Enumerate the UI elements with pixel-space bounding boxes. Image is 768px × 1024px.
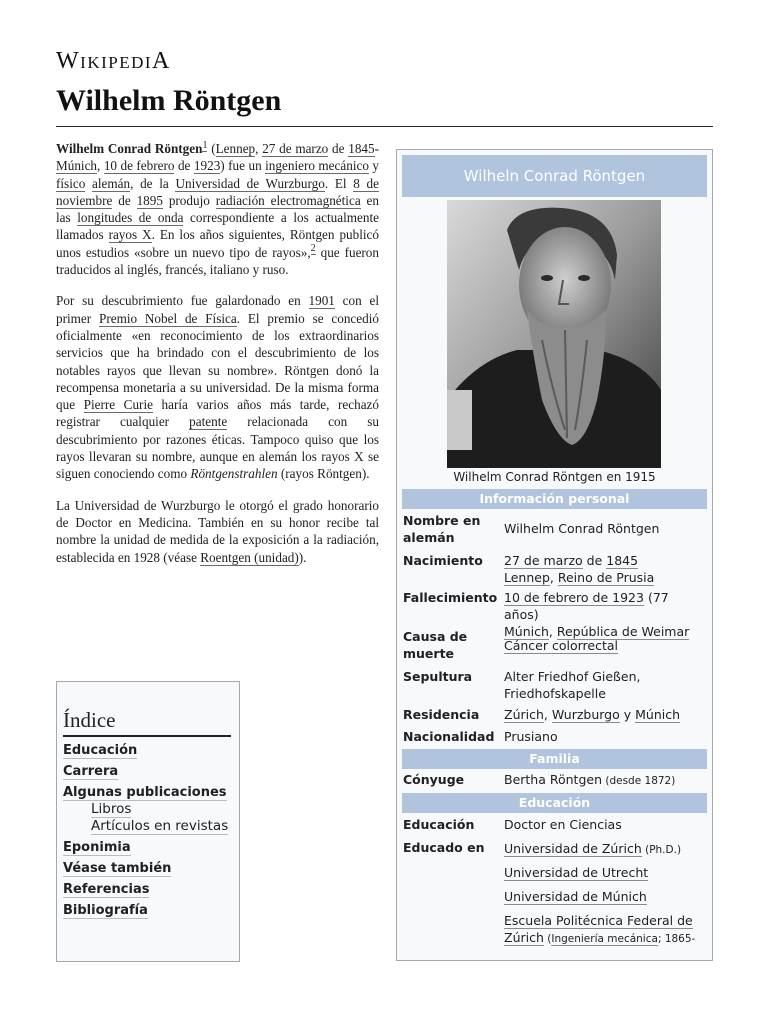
paragraph-intro (56, 140, 379, 278)
photo-caption: Wilhelm Conrad Röntgen en 1915 (453, 470, 656, 484)
link-utrecht[interactable]: Universidad de Utrecht (504, 865, 649, 880)
wikipedia-logo[interactable] (56, 48, 171, 75)
term-rontgenstrahlen: Röntgenstrahlen (190, 466, 278, 482)
toc-label: Referencias (63, 882, 150, 897)
section-personal: Información personal (402, 489, 707, 509)
value-sepultura: Alter Friedhof Gießen, Friedhofskapelle (504, 669, 641, 701)
link-fisico[interactable]: físico (56, 175, 86, 191)
reference-1[interactable]: 1 (202, 139, 208, 151)
link-8-noviembre[interactable]: 8 de noviembre (56, 175, 379, 208)
link-1923[interactable]: 1923 (193, 158, 221, 174)
toc-item-vease[interactable] (63, 861, 233, 876)
logo-letter-w: W (56, 48, 81, 74)
value-nombre: Wilhelm Conrad Röntgen (504, 521, 660, 536)
link-radiacion[interactable]: radiación electromagnética (215, 192, 361, 208)
toc-list (63, 743, 233, 918)
text: , (97, 158, 104, 174)
title-divider (56, 126, 713, 127)
label-nacionalidad: Nacionalidad (403, 729, 495, 744)
link-causa[interactable]: Cáncer colorrectal (504, 638, 619, 653)
toc-label: Algunas publicaciones (63, 785, 227, 800)
text: ( (207, 141, 216, 156)
text: ; 1865- (657, 933, 696, 945)
paragraph-nobel (56, 292, 379, 482)
label-conyuge: Cónyuge (403, 772, 465, 787)
value-fallecimiento (504, 589, 704, 640)
link-zurich[interactable]: Zúrich (504, 707, 544, 722)
text: (rayos Röntgen). (277, 466, 370, 482)
toc-item-eponimia[interactable] (63, 840, 233, 855)
link-universidad[interactable]: Universidad de Wurzburgo (175, 175, 325, 191)
link-fal-date[interactable]: 10 de febrero de 1923 (504, 590, 644, 605)
link-wurzburgo[interactable]: Wurzburgo (551, 707, 620, 722)
link-aleman[interactable]: alemán (92, 175, 131, 191)
text: , (255, 141, 263, 156)
link-munich[interactable]: Múnich (56, 158, 98, 174)
toc-item-libros[interactable] (63, 801, 233, 817)
link-ingenieria-mecanica[interactable]: Ingeniería mecánica (551, 933, 658, 945)
link-nac-year[interactable]: 1845 (606, 553, 639, 568)
logo-letter-a: A (152, 48, 171, 74)
text: (Ph.D.) (641, 844, 682, 856)
value-universidad-zurich (504, 840, 704, 859)
text: . En los años siguientes, Röntgen publicó unos estudios «sobre un nuevo tipo de rayos», (56, 227, 380, 260)
value-conyuge (504, 771, 704, 790)
text: produjo (162, 192, 216, 208)
text: Bertha Röntgen (504, 772, 603, 787)
text: relacionada con su descubrimiento por razones éticas. Tampoco quiso que los rayos llevaran su nombre, aunque en alemán los rayos X se siguen conociendo como (56, 414, 379, 482)
value-residencia (504, 706, 704, 723)
link-rayos-x[interactable]: rayos X (108, 227, 152, 243)
text: haría varios años más tarde, rechazó registrar cualquier (56, 397, 379, 430)
infobox-title: Wilheln Conrad Röntgen (402, 155, 707, 197)
label-sepultura: Sepultura (403, 669, 473, 684)
link-fal-country[interactable]: República de Weimar (556, 624, 690, 639)
text: , (549, 570, 558, 585)
text: correspondiente a los actualmente llamados (56, 210, 379, 243)
toc-heading: Índice (63, 708, 231, 737)
link-1895[interactable]: 1895 (136, 192, 163, 208)
toc-label: Carrera (63, 764, 119, 779)
text: de (174, 158, 194, 174)
label-fallecimiento: Fallecimiento (403, 590, 498, 605)
link-nac-date[interactable]: 27 de marzo (504, 553, 583, 568)
text: . El premio se concedió oficialmente «en reconocimiento de los extraordinarios servicios que ha brindado con el descubrimiento de los notables rayos que llevan su nombre». Röntgen donó la recompensa monetaria a su universidad. De la misma forma que (56, 310, 379, 413)
text: de (328, 141, 349, 156)
reference-2[interactable]: 2 (310, 243, 316, 255)
value-causa (504, 637, 704, 654)
value-universidad-utrecht (504, 864, 704, 881)
text: La Universidad de Wurzburgo le otorgó el grado honorario de Doctor en Medicina. También en su honor recibe tal nombre la unidad de medida de la exposición a la radiación, establecida en 1928 (véase (56, 497, 379, 565)
value-educacion: Doctor en Ciencias (504, 817, 622, 832)
link-nac-place[interactable]: Lennep (504, 570, 550, 585)
toc-label: Educación (63, 743, 138, 758)
text: - (374, 141, 379, 156)
link-deathdate[interactable]: 10 de febrero (103, 158, 175, 174)
value-nacimiento (504, 552, 704, 586)
link-munich-res[interactable]: Múnich (635, 707, 681, 722)
text: . El (324, 175, 354, 191)
portrait-photo[interactable] (447, 200, 661, 468)
link-patente[interactable]: patente (189, 414, 228, 430)
link-1901[interactable]: 1901 (308, 293, 335, 309)
label-causa: Causa de muerte (403, 629, 468, 661)
toc-label: Véase también (63, 861, 172, 876)
link-ingeniero[interactable]: ingeniero mecánico (265, 158, 369, 174)
value-nacionalidad: Prusiano (504, 729, 558, 744)
text: de (112, 192, 137, 208)
link-roentgen-unidad[interactable]: Roentgen (unidad) (200, 549, 299, 565)
infobox (396, 149, 713, 961)
text: ). (298, 549, 307, 565)
link-nobel[interactable]: Premio Nobel de Física (98, 310, 237, 326)
link-eth[interactable]: Escuela Politécnica Federal de Zúrich (504, 913, 693, 945)
page-title: Wilhelm Röntgen (56, 84, 282, 117)
link-longitudes[interactable]: longitudes de onda (77, 210, 184, 226)
text: de (582, 553, 607, 568)
toc-item-articulos[interactable] (63, 818, 233, 834)
section-familia: Familia (402, 749, 707, 769)
section-educacion: Educación (402, 793, 707, 813)
text: ( (543, 933, 552, 945)
toc-label: Bibliografía (63, 903, 148, 918)
text: , (543, 707, 552, 722)
text: y (619, 707, 636, 722)
label-educado-en: Educado en (403, 840, 485, 855)
text: en las (56, 192, 379, 226)
text: , de la (130, 175, 176, 191)
label-educacion: Educación (403, 817, 475, 832)
table-of-contents (56, 681, 240, 962)
text: ) fue un (220, 158, 266, 174)
link-lennep[interactable]: Lennep (215, 141, 256, 156)
text: (77 años) (504, 590, 669, 622)
value-eth (504, 912, 700, 948)
label-residencia: Residencia (403, 707, 480, 722)
text: Por su descubrimiento fue galardonado en (56, 293, 309, 309)
link-nac-country[interactable]: Reino de Prusia (557, 570, 655, 585)
text: que fueron traducidos al inglés, francés, italiano y ruso. (56, 244, 379, 278)
logo-letters-mid: IKIPEDI (80, 53, 153, 72)
text: con el primer (56, 293, 379, 326)
link-uzh[interactable]: Universidad de Zúrich (504, 841, 642, 856)
toc-item-referencias[interactable] (63, 882, 233, 897)
subject-name: Wilhelm Conrad Röntgen (56, 141, 203, 156)
link-lmu[interactable]: Universidad de Múnich (504, 889, 647, 904)
toc-item-publicaciones[interactable] (63, 785, 233, 800)
text: (desde 1872) (602, 775, 676, 787)
toc-item-educacion[interactable] (63, 743, 233, 758)
toc-item-bibliografia[interactable] (63, 903, 233, 918)
link-fal-place[interactable]: Múnich (504, 624, 549, 639)
label-nombre: Nombre en alemán (403, 513, 481, 545)
text: , (548, 624, 557, 639)
toc-label: Libros (91, 801, 132, 817)
toc-label: Eponimia (63, 840, 131, 855)
value-universidad-munich (504, 888, 704, 905)
label-nacimiento: Nacimiento (403, 553, 483, 568)
toc-item-carrera[interactable] (63, 764, 233, 779)
text: y (368, 158, 380, 174)
toc-label: Artículos en revistas (91, 818, 229, 834)
paragraph-honors (56, 497, 379, 566)
link-pierre-curie[interactable]: Pierre Curie (83, 397, 153, 413)
article-body (56, 140, 379, 580)
text (85, 176, 92, 191)
link-1845[interactable]: 1845 (348, 141, 375, 156)
link-birthdate[interactable]: 27 de marzo (262, 141, 329, 156)
